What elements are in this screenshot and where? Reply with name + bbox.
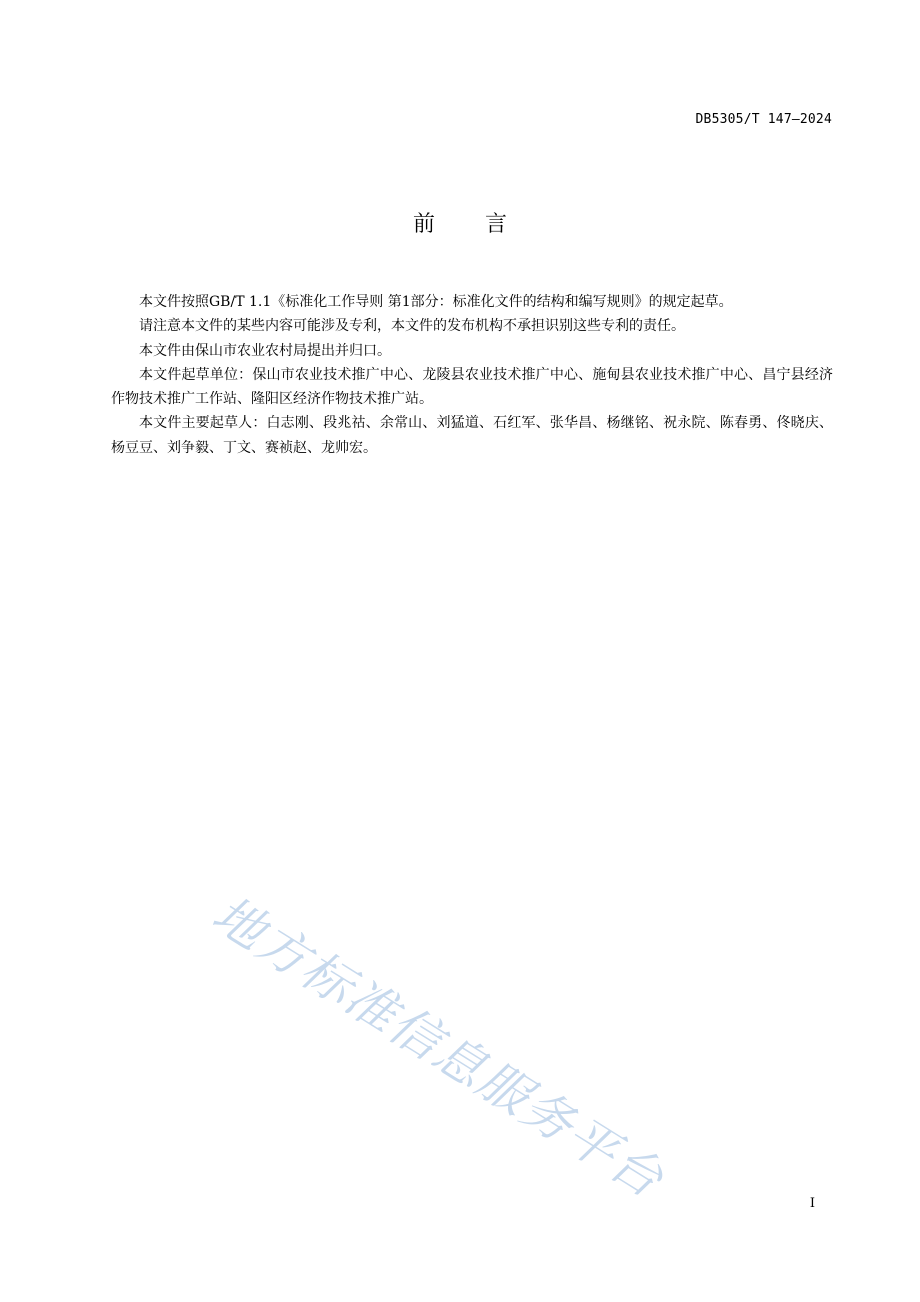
paragraph-drafters: 本文件主要起草人：白志刚、段兆祜、余常山、刘猛道、石红军、张华昌、杨继铭、祝永院、陈春勇、佟晓庆、杨豆豆、刘争毅、丁文、赛祯赵、龙帅宏。 [111,415,833,456]
foreword-body [111,290,833,460]
paragraph-patent-notice: 请注意本文件的某些内容可能涉及专利，本文件的发布机构不承担识别这些专利的责任。 [139,318,685,335]
paragraph-drafting-rules: 本文件按照GB/T 1.1《标准化工作导则 第1部分：标准化文件的结构和编写规则》的规定起草。 [139,294,733,310]
paragraph-drafting-units: 本文件起草单位：保山市农业技术推广中心、龙陵县农业技术推广中心、施甸县农业技术推广中心、昌宁县经济作物技术推广工作站、隆阳区经济作物技术推广站。 [111,366,833,408]
document-code: DB5305/T 147—2024 [695,112,832,127]
paragraph-proposer: 本文件由保山市农业农村局提出并归口。 [139,342,391,359]
page-number: I [809,1196,815,1211]
page-title: 前言 [412,212,557,237]
watermark: 地方标准信息服务平台 [202,884,675,1210]
